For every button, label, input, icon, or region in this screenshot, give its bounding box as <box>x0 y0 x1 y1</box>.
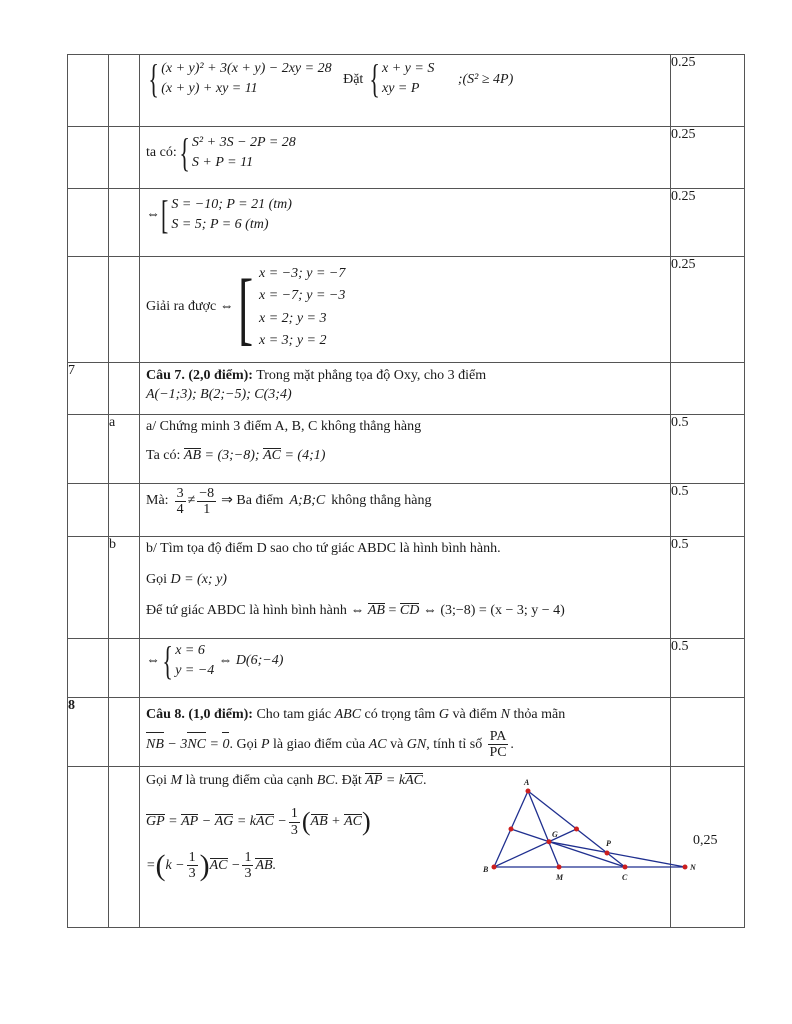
fraction-numerator: 1 <box>244 850 252 866</box>
label: Đặt <box>343 71 364 87</box>
question-text: Cho tam giác <box>256 707 332 722</box>
label-b: B <box>483 865 489 875</box>
label-n: N <box>690 863 696 873</box>
question-text: và điểm <box>452 707 498 722</box>
equation: ⇔ (3;−8) = (x − 3; y − 4) <box>422 602 565 618</box>
label-c: C <box>622 873 628 883</box>
equivalence-symbol: ⇔ <box>146 652 160 668</box>
label: . Đặt <box>334 773 362 789</box>
label: Gọi <box>146 571 167 587</box>
conclusion-tail: không thẳng hàng <box>331 493 432 509</box>
fraction-denominator: 3 <box>244 866 252 882</box>
points-cell: 0.25 <box>671 189 745 257</box>
paren: ( <box>301 807 311 837</box>
midpoint-ab <box>509 827 514 832</box>
label: ta có: <box>146 144 177 160</box>
solution: x = −7; y = −3 <box>259 288 346 304</box>
solution-table <box>67 54 745 928</box>
points-cell: 0.5 <box>671 484 745 537</box>
equals: = <box>388 602 397 618</box>
table-row: Giải ra được ⇔ [ x = −3; y = −7 x = −7; y = −3 x = 2; y = 3 x = 3; y = 2 0.25 <box>68 257 745 363</box>
part-label: a <box>109 415 140 484</box>
table-row: ⇔ { x = 6 y = −4 ⇔ D(6;−4) 0.5 <box>68 639 745 698</box>
equation: S² + 3S − 2P = 28 <box>191 135 296 150</box>
minus: − <box>231 857 241 873</box>
point-g <box>547 840 552 845</box>
fraction-numerator: PA <box>489 728 507 744</box>
point-n <box>683 865 688 870</box>
triangle-figure <box>480 777 700 887</box>
equation: S = 5; P = 6 (tm) <box>171 217 269 233</box>
points-cell: 0.5 <box>671 415 745 484</box>
table-row: ⇔ [ S = −10; P = 21 (tm) S = 5; P = 6 (tm) 0.25 <box>68 189 745 257</box>
table-row <box>68 55 745 127</box>
vector-ac: AC <box>209 857 228 873</box>
fraction-denominator: 1 <box>203 502 211 518</box>
points-cell: 0,25 <box>693 833 718 849</box>
label: Giải ra được ⇔ <box>146 299 234 315</box>
midpoint-ac <box>574 827 579 832</box>
equation: S = −10; P = 21 (tm) <box>171 197 292 212</box>
vector-ap: AP <box>365 773 383 789</box>
triangle-name: ABC <box>334 707 362 722</box>
equation: xy = P <box>382 81 420 97</box>
equals: = <box>146 857 156 873</box>
vector-ap: AP <box>181 813 199 829</box>
points-cell: 0.25 <box>671 55 745 127</box>
point-a <box>526 789 531 794</box>
table-row <box>68 767 745 928</box>
paren: ) <box>199 848 210 882</box>
vector-ac: AC <box>344 813 362 829</box>
points-names: A;B;C <box>289 493 326 509</box>
vector-gp: GP <box>146 813 165 829</box>
part-title: b/ Tìm tọa độ điểm D sao cho tứ giác ABDC là hình bình hành. <box>146 541 501 556</box>
vector-ab: AB <box>255 857 273 873</box>
vector-ac: AC <box>405 773 423 789</box>
vector-nc: NC <box>187 732 206 759</box>
vector-ab: AB <box>310 813 328 829</box>
table-row <box>68 698 745 767</box>
point-m <box>557 865 562 870</box>
minus: − <box>277 813 287 829</box>
question-text: thỏa mãn <box>513 707 566 722</box>
table-row <box>68 484 745 537</box>
points-cell: 0.5 <box>671 639 745 698</box>
vector-ab: AB <box>183 447 202 463</box>
point-n: N <box>500 707 510 722</box>
label-g: G <box>552 830 558 840</box>
fraction-denominator: 3 <box>188 866 196 882</box>
minus: − <box>201 813 212 829</box>
paren: ) <box>362 807 371 837</box>
question-text: là giao điểm của <box>273 736 366 752</box>
fraction-numerator: −8 <box>199 486 215 501</box>
zero-vector: 0 <box>222 732 229 759</box>
label-a: A <box>524 778 530 788</box>
question-text: có trọng tâm <box>364 707 436 722</box>
equivalence-symbol: ⇔ <box>146 206 160 222</box>
equals: = k <box>236 813 257 829</box>
vector-ab: AB <box>367 602 385 618</box>
median-c <box>511 829 625 867</box>
part-label: b <box>109 537 140 639</box>
point-g: G <box>438 707 449 722</box>
vector-value: = (3;−8); <box>204 447 260 463</box>
question-text: . Gọi <box>229 736 258 752</box>
result: ⇔ D(6;−4) <box>218 652 284 668</box>
content-cell: { (x + y)² + 3(x + y) − 2xy = 28 (x + y) + xy = 11 Đặt { x + y = S xy = P ;(S² ≥ 4P) <box>140 55 671 127</box>
paren: ( <box>155 848 166 882</box>
equation: (x + y) + xy = 11 <box>161 81 258 97</box>
label: Gọi <box>146 773 167 789</box>
segment-gn <box>549 842 685 867</box>
vector-value: = (4;1) <box>284 447 326 463</box>
point-p <box>605 851 610 856</box>
equals: = <box>209 736 219 752</box>
equals: = k <box>385 773 406 789</box>
solution: x = −3; y = −7 <box>259 266 346 281</box>
label-m: M <box>556 873 564 883</box>
not-equal: ≠ <box>187 493 196 509</box>
condition: ;(S² ≥ 4P) <box>457 71 514 87</box>
label: Mà: <box>146 493 169 509</box>
point-p: P <box>260 736 270 752</box>
label: Để tứ giác ABDC là hình bình hành ⇔ <box>146 602 365 618</box>
table-row: ta có: { S² + 3S − 2P = 28 S + P = 11 0.25 <box>68 127 745 189</box>
vector-ag: AG <box>214 813 234 829</box>
table-row <box>68 537 745 639</box>
figure-lines <box>494 791 685 867</box>
fraction-numerator: 1 <box>188 850 196 866</box>
solution: x = 2; y = 3 <box>259 310 327 326</box>
points-cell: 0.25 <box>671 257 745 363</box>
plus: + <box>331 813 341 829</box>
conclusion: ⇒ Ba điểm <box>221 493 284 509</box>
question-number: 7 <box>68 363 109 415</box>
label: Ta có: <box>146 447 181 463</box>
question-text: và <box>390 736 404 752</box>
vector-ac: AC <box>263 447 281 463</box>
equation: x + y = S <box>382 61 435 76</box>
punctuation: . <box>510 736 514 752</box>
equation: x = 6 <box>175 643 205 658</box>
question-text: Trong mặt phẳng tọa độ Oxy, cho 3 điểm <box>256 368 487 383</box>
term: k − <box>165 857 185 873</box>
segment-ac: AC <box>368 736 387 752</box>
point-d: D = (x; y) <box>170 571 227 587</box>
fraction-numerator: 1 <box>290 806 298 822</box>
vector-cd: CD <box>399 602 420 618</box>
punctuation: . <box>272 857 277 873</box>
equals: = <box>168 813 178 829</box>
punctuation: . <box>422 773 427 789</box>
points-list: A(−1;3); B(2;−5); C(3;4) <box>146 386 292 402</box>
vector-ac: AC <box>256 813 274 829</box>
equation: S + P = 11 <box>191 155 254 171</box>
point-b <box>492 865 497 870</box>
table-row <box>68 363 745 415</box>
question-number: 8 <box>68 698 109 767</box>
part-title: a/ Chứng minh 3 điểm A, B, C không thẳng hàng <box>146 419 422 434</box>
fraction-numerator: 3 <box>176 486 184 501</box>
coefficient: − 3 <box>167 736 188 752</box>
fraction-denominator: 3 <box>290 822 298 838</box>
equation: y = −4 <box>175 663 215 679</box>
median-b <box>494 829 577 867</box>
point-c <box>623 865 628 870</box>
question-label: Câu 8. (1,0 điểm): <box>146 707 253 722</box>
fraction-denominator: PC <box>489 744 507 760</box>
fraction-denominator: 4 <box>176 502 184 518</box>
equation: (x + y)² + 3(x + y) − 2xy = 28 <box>161 61 332 76</box>
figure-points <box>492 789 688 870</box>
points-cell: 0.5 <box>671 537 745 639</box>
vector-nb: NB <box>146 732 164 759</box>
label-p: P <box>606 839 611 849</box>
solution: x = 3; y = 2 <box>259 333 327 349</box>
question-text: , tính tỉ số <box>426 736 483 752</box>
segment-bc: BC <box>316 773 335 789</box>
points-cell: 0.25 <box>671 127 745 189</box>
question-label: Câu 7. (2,0 điểm): <box>146 368 253 383</box>
segment-gn: GN <box>406 736 427 752</box>
label: là trung điểm của cạnh <box>185 773 314 789</box>
point-m: M <box>170 773 183 789</box>
table-row <box>68 415 745 484</box>
